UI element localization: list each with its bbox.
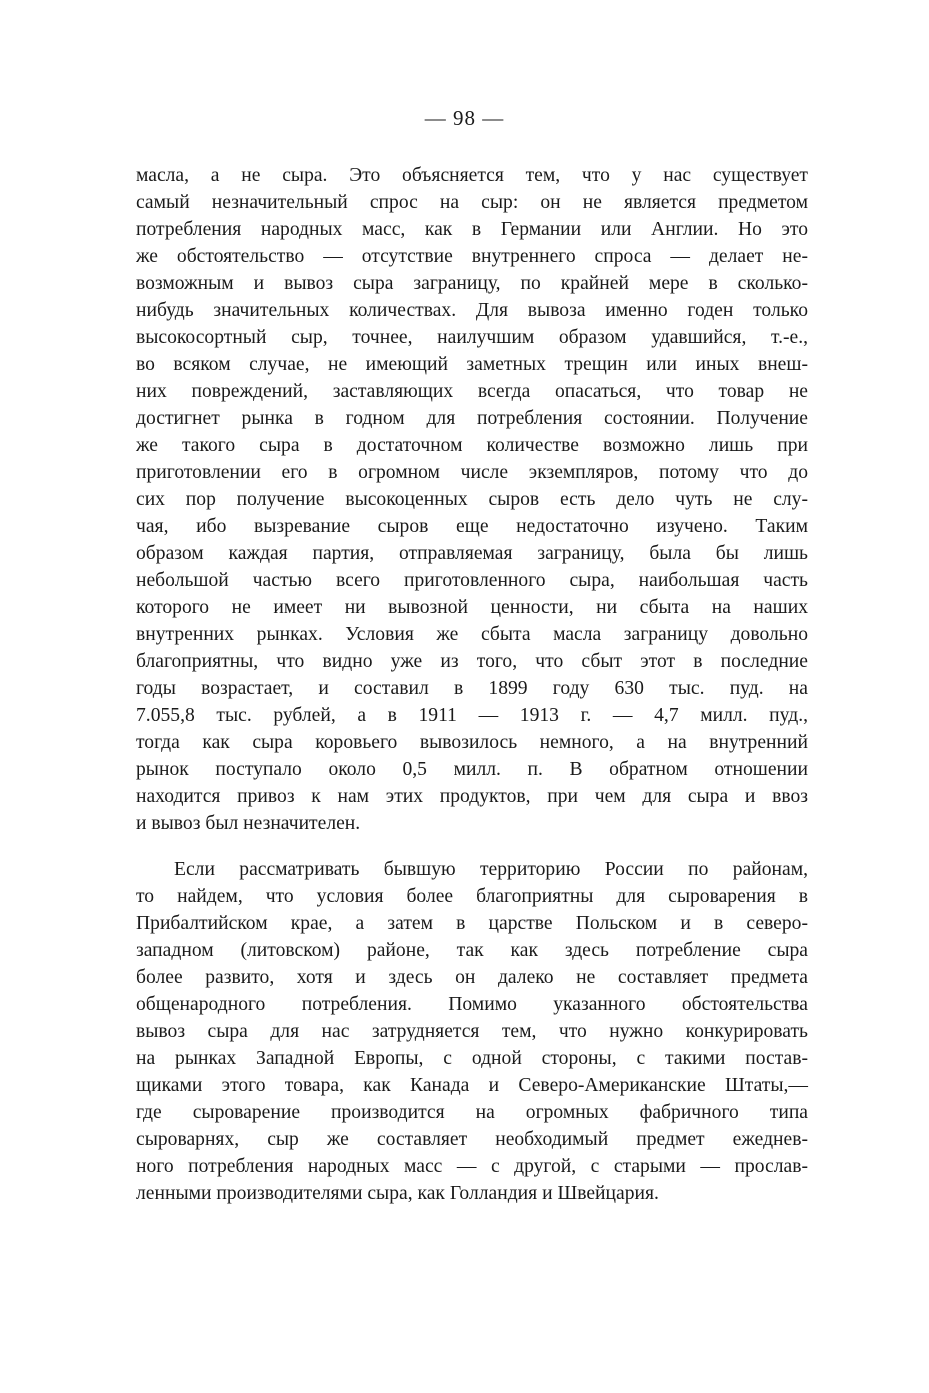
paragraph-1-line: внутренних рынках. Условия же сбыта масла заграницу довольно [136,624,808,645]
paragraph-1-line: которого не имеет ни вывозной ценности, ни сбыта на наших [136,597,808,618]
paragraph-2-line: щиками этого товара, как Канада и Северо-Американские Штаты,— [136,1075,808,1096]
paragraph-2-line: ного потребления народных масс — с другой, с старыми — прослав- [136,1156,808,1177]
paragraph-1-line: сих пор получение высокоценных сыров есть дело чуть не слу- [136,489,808,510]
paragraph-1-line: 7.055,8 тыс. рублей, а в 1911 — 1913 г. — 4,7 милл. пуд., [136,705,808,726]
paragraph-2-line: сыроварнях, сыр же составляет необходимый предмет ежеднев- [136,1129,808,1150]
paragraph-1-line: тогда как сыра коровьего вывозилось немного, а на внутренний [136,732,808,753]
paragraph-1-line: рынок поступало около 0,5 милл. п. В обратном отношении [136,759,808,780]
paragraph-1-line: возможным и вывоз сыра заграницу, по крайней мере в сколько- [136,273,808,294]
paragraph-1-line: же такого сыра в достаточном количестве возможно лишь при [136,435,808,456]
paragraph-2-line: ленными производителями сыра, как Голландия и Швейцария. [136,1183,659,1204]
paragraph-1-line: достигнет рынка в годном для потребления состоянии. Получение [136,408,808,429]
paragraph-1-line: годы возрастает, и составил в 1899 году 630 тыс. пуд. на [136,678,808,699]
paragraph-2-line: более развито, хотя и здесь он далеко не составляет предмета [136,967,808,988]
paragraph-2-line: на рынках Западной Европы, с одной стороны, с такими постав- [136,1048,808,1069]
paragraph-1-line: потребления народных масс, как в Германии или Англии. Но это [136,219,808,240]
paragraph-2-line: Прибалтийском крае, а затем в царстве Польском и в северо- [136,913,808,934]
paragraph-2-line: то найдем, что условия более благоприятны для сыроварения в [136,886,808,907]
paragraph-1-line: находится привоз к нам этих продуктов, при чем для сыра и ввоз [136,786,808,807]
paragraph-2-line: вывоз сыра для нас затрудняется тем, что нужно конкурировать [136,1021,808,1042]
paragraph-1-line: небольшой частью всего приготовленного сыра, наибольшая часть [136,570,808,591]
page-number: — 98 — [424,106,505,130]
paragraph-1-line: благоприятны, что видно уже из того, что сбыт этот в последние [136,651,808,672]
paragraph-1-line: и вывоз был незначителен. [136,813,361,834]
paragraph-1-line: во всяком случае, не имеющий заметных трещин или иных внеш- [136,354,808,375]
paragraph-1-line: чая, ибо вызревание сыров еще недостаточно изучено. Таким [136,516,808,537]
paragraph-2-line: общенародного потребления. Помимо указанного обстоятельства [136,994,808,1015]
paragraph-2 [136,856,808,1207]
paragraph-1-line: образом каждая партия, отправляемая заграницу, была бы лишь [136,543,808,564]
paragraph-1-line: них повреждений, заставляющих всегда опасаться, что товар не [136,381,808,402]
paragraph-1-line: приготовлении его в огромном числе экземпляров, потому что до [136,462,808,483]
paragraph-2-line: западном (литовском) районе, так как здесь потребление сыра [136,940,808,961]
paragraph-2-line: где сыроварение производится на огромных фабричного типа [136,1102,808,1123]
paragraph-1-line: самый незначительный спрос на сыр: он не является предметом [136,192,808,213]
paragraph-1 [136,162,808,837]
paragraph-2-line: Если рассматривать бывшую территорию России по районам, [174,859,808,880]
paragraph-1-line: масла, а не сыра. Это объясняется тем, что у нас существует [136,165,808,186]
paragraph-1-line: нибудь значительных количествах. Для вывоза именно годен только [136,300,808,321]
paragraph-1-line: высокосортный сыр, точнее, наилучшим образом удавшийся, т.-е., [136,327,808,348]
paragraph-1-line: же обстоятельство — отсутствие внутреннего спроса — делает не- [136,246,808,267]
